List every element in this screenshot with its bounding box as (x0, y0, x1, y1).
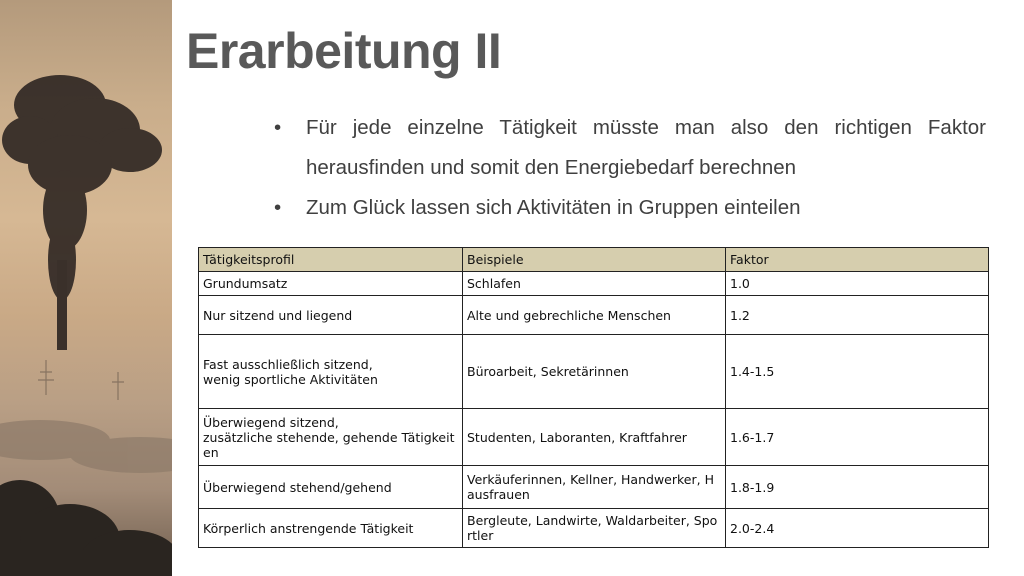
header-profile: Tätigkeitsprofil (199, 248, 463, 272)
table-row (199, 296, 989, 335)
cell-text: Fast ausschließlich sitzend, (203, 356, 373, 372)
cell-examples (463, 272, 726, 296)
cell-text: zusätzliche stehende, gehende Tätigkeiten (203, 429, 455, 460)
cell-factor: 1.8-1.9 (726, 466, 989, 509)
cell-factor: 1.2 (726, 296, 989, 335)
table-row (199, 335, 989, 409)
cell-profile (199, 272, 463, 296)
cell-text: Bergleute, Landwirte, Waldarbeiter, Sportler (467, 513, 718, 543)
cell-text: Verkäuferinnen, Kellner, Handwerker, Hausfrauen (467, 472, 714, 502)
cell-examples (463, 296, 726, 335)
smoke-cloud (2, 75, 162, 300)
table-row (199, 409, 989, 466)
bullet-item: • Für jede einzelne Tätigkeit müsste man also den richtigen Faktor herausfinden und somit den Energiebedarf berechnen (272, 108, 986, 188)
cell-text: Alte und gebrechliche Menschen (467, 307, 671, 323)
cell-examples (463, 409, 726, 466)
distant-hills (0, 420, 172, 473)
cell-factor: 1.6-1.7 (726, 409, 989, 466)
bullet-list (272, 108, 986, 228)
cell-profile (199, 296, 463, 335)
cell-text: Überwiegend sitzend, (203, 414, 339, 430)
activity-factor-table (198, 247, 989, 548)
cell-text: Schlafen (467, 276, 521, 291)
header-factor: Faktor (726, 248, 989, 272)
table-row (199, 509, 989, 548)
table-row (199, 272, 989, 296)
cell-profile (199, 509, 463, 548)
cell-factor: 2.0-2.4 (726, 509, 989, 548)
foreground-trees (0, 480, 172, 576)
cell-factor: 1.4-1.5 (726, 335, 989, 409)
smokestack (57, 260, 67, 350)
cell-profile (199, 409, 463, 466)
cell-text: Grundumsatz (203, 276, 288, 291)
cell-examples (463, 509, 726, 548)
power-pylons (38, 360, 124, 400)
side-photo-smokestack (0, 0, 172, 576)
cell-examples (463, 466, 726, 509)
cell-text: Studenten, Laboranten, Kraftfahrer (467, 429, 687, 445)
cell-text: Büroarbeit, Sekretärinnen (467, 364, 629, 379)
smoke-plume-illustration (0, 0, 172, 576)
slide-title: Erarbeitung II (186, 23, 502, 79)
cell-profile (199, 466, 463, 509)
cell-factor: 1.0 (726, 272, 989, 296)
cell-text: Körperlich anstrengende Tätigkeit (203, 520, 414, 536)
cell-text: wenig sportliche Aktivitäten (203, 371, 378, 387)
header-examples: Beispiele (463, 248, 726, 272)
cell-text: Nur sitzend und liegend (203, 307, 353, 323)
cell-profile (199, 335, 463, 409)
bullet-item: • Zum Glück lassen sich Aktivitäten in Gruppen einteilen (272, 188, 986, 228)
table-row (199, 466, 989, 509)
cell-examples (463, 335, 726, 409)
table-header-row (199, 248, 989, 272)
cell-text: Überwiegend stehend/gehend (203, 479, 392, 495)
